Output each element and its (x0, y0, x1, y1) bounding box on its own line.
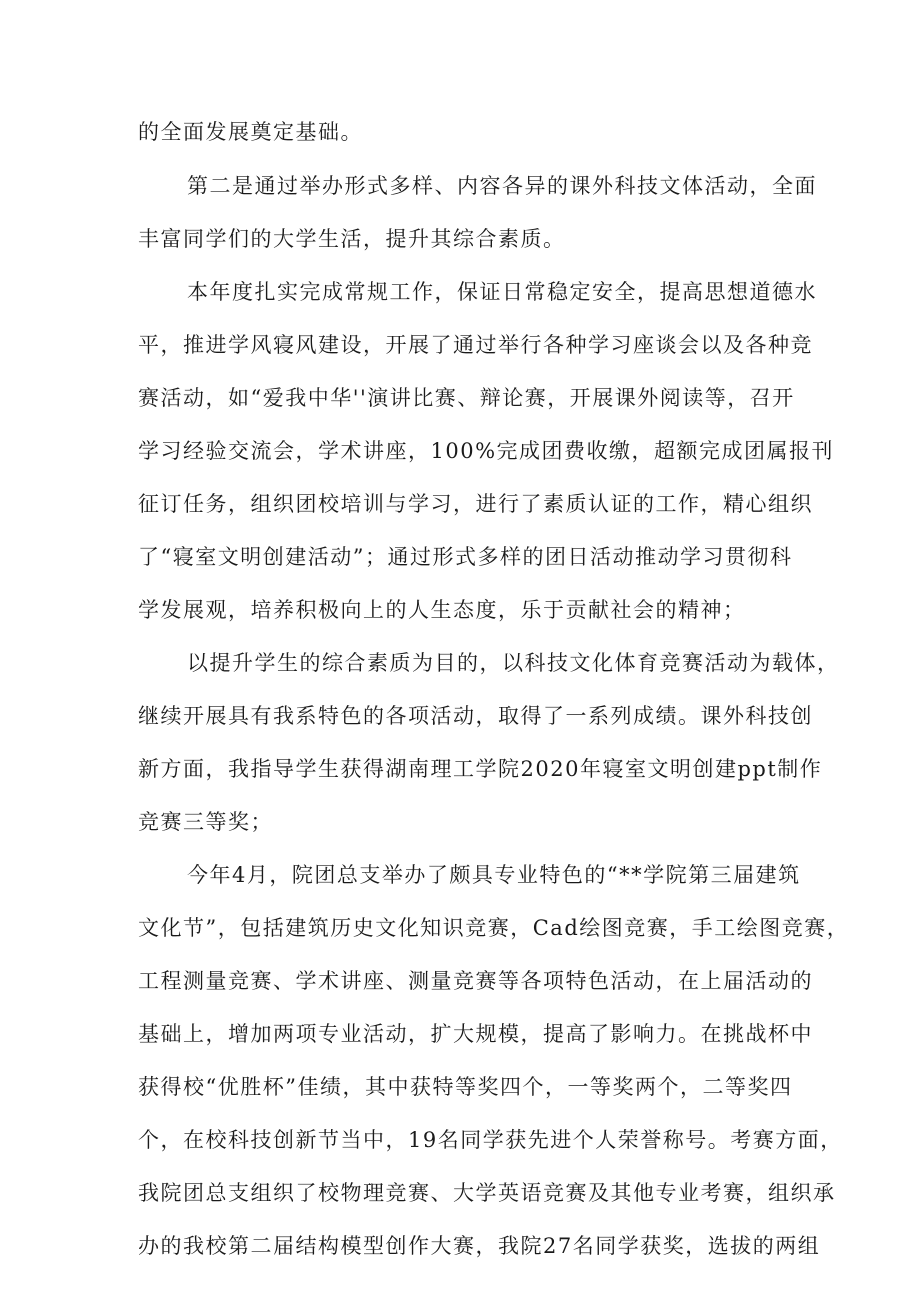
text-line: 今年4月，院团总支举办了颇具专业特色的“**学院第三届建筑 (187, 863, 801, 887)
text-line: 本年度扎实完成常规工作，保证日常稳定安全，提高思想道德水 (187, 280, 817, 304)
text-line: 的全面发展奠定基础。 (138, 120, 363, 144)
text-line: 赛活动，如“爱我中华''演讲比赛、辩论赛，开展课外阅读等，召开 (138, 386, 795, 410)
text-line: 工程测量竞赛、学术讲座、测量竞赛等各项特色活动，在上届活动的 (138, 969, 813, 993)
text-line: 文化节”，包括建筑历史文化知识竞赛，Cad绘图竞赛，手工绘图竞赛， (138, 916, 850, 940)
text-line: 学习经验交流会，学术讲座，100%完成团费收缴，超额完成团属报刊 (138, 439, 835, 463)
text-line: 我院团总支组织了校物理竞赛、大学英语竞赛及其他专业考赛，组织承 (138, 1181, 836, 1205)
text-line: 了“寝室文明创建活动”；通过形式多样的团日活动推动学习贯彻科 (138, 545, 793, 569)
text-line: 个，在校科技创新节当中，19名同学获先进个人荣誉称号。考赛方面， (138, 1128, 843, 1152)
text-line: 办的我校第二届结构模型创作大赛，我院27名同学获奖，选拔的两组 (138, 1234, 821, 1258)
text-line: 以提升学生的综合素质为目的，以科技文化体育竞赛活动为载体， (187, 651, 840, 675)
text-line: 第二是通过举办形式多样、内容各异的课外科技文体活动，全面 (187, 174, 817, 198)
text-line: 继续开展具有我系特色的各项活动，取得了一系列成绩。课外科技创 (138, 704, 813, 728)
text-line: 征订任务，组织团校培训与学习，进行了素质认证的工作，精心组织 (138, 492, 813, 516)
text-line: 竞赛三等奖； (138, 810, 273, 834)
text-line: 平，推进学风寝风建设，开展了通过举行各种学习座谈会以及各种竞 (138, 333, 813, 357)
text-line: 基础上，增加两项专业活动，扩大规模，提高了影响力。在挑战杯中 (138, 1022, 813, 1046)
text-line: 丰富同学们的大学生活，提升其综合素质。 (138, 227, 566, 251)
text-line: 获得校“优胜杯”佳绩，其中获特等奖四个，一等奖两个，二等奖四 (138, 1075, 793, 1099)
text-line: 新方面，我指导学生获得湖南理工学院2020年寝室文明创建ppt制作 (138, 757, 823, 781)
text-line: 学发展观，培养积极向上的人生态度，乐于贡献社会的精神； (138, 598, 746, 622)
